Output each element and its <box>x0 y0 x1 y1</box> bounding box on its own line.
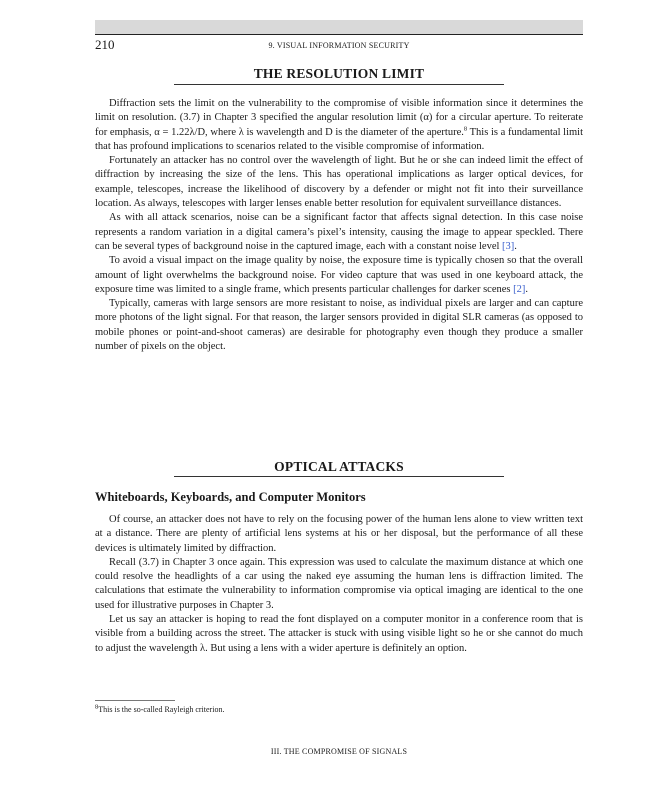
footnote-mark: 8 <box>95 703 99 711</box>
citation-link[interactable]: [3] <box>502 240 515 252</box>
running-head: 9. VISUAL INFORMATION SECURITY <box>268 41 410 50</box>
subheading: Whiteboards, Keyboards, and Computer Monitors <box>95 490 366 504</box>
paragraph: Diffraction sets the limit on the vulnerability to the compromise of visible information since it determines the limit on resolution. (3.7) in Chapter 3 specified the angular resolution limit (α) for a circular aperture. To reiterate for emphasis, α = 1.22λ/D, where λ is wavelength and D is the diameter of the aperture.$^8$ This is a fundamental limit that has profound implications to scenarios related to the visible compromise of information. <box>95 98 583 152</box>
paragraph: Let us say an attacker is hoping to read the font displayed on a computer monitor in a conference room that is visible from a building across the street. The attacker is stuck with using visible light so he or she cannot do much to adjust the wavelength λ. But using a lens with a wider aperture is definitely an option. <box>95 614 583 654</box>
section-title-resolution-limit: THE RESOLUTION LIMIT <box>253 66 425 81</box>
section-rule <box>174 476 504 477</box>
page-number: 210 <box>95 37 115 52</box>
footnote-rule <box>95 700 175 701</box>
section-rule <box>174 84 504 85</box>
paragraph: Fortunately an attacker has no control over the wavelength of light. But he or she can indeed limit the effect of diffraction by increasing the size of the lens. This has operational implications as larger optical devices, for example, telescopes, increase the likelihood of discovery by a defender or might not fit into their surveillance location. As always, telescopes with larger lenses enable better resolution for equivalent surveillance distances. <box>95 155 583 210</box>
footnote-mark[interactable]: 8 <box>463 125 468 133</box>
section-optical-attacks-body <box>95 513 583 656</box>
section-resolution-limit-body <box>95 97 583 354</box>
running-footer: III. THE COMPROMISE OF SIGNALS <box>270 747 408 756</box>
paragraph: To avoid a visual impact on the image quality by noise, the exposure time is typically chosen so that the overall amount of light overwhelms the background noise. For video capture that was used in one keyboard attack, the exposure time was limited to a single frame, which presents particular challenges for darker scenes [2]. <box>95 255 583 295</box>
paragraph: As with all attack scenarios, noise can be a significant factor that affects signal detection. In this case noise represents a random variation in a digital camera’s pixel’s intensity, causing the image to appear speckled. There can be several types of background noise in the captured image, each with a constant noise level [3]. <box>95 212 583 252</box>
paragraph: Of course, an attacker does not have to rely on the focusing power of the human lens alone to view written text at a distance. There are plenty of artificial lens systems at his or her disposal, but the performance of all these devices is ultimately limited by diffraction. <box>95 514 583 554</box>
header-rule <box>95 34 583 35</box>
footnote: $^8$This is the so-called Rayleigh criterion. <box>95 703 225 714</box>
paragraph: Recall (3.7) in Chapter 3 once again. This expression was used to calculate the maximum distance at which one could resolve the headlights of a car using the naked eye assuming the human lens is diffraction limited. The calculations that estimate the vulnerability to information compromise via optical imaging are identical to the one used for illustrative purposes in Chapter 3. <box>95 556 583 611</box>
section-title-optical-attacks: OPTICAL ATTACKS <box>274 459 404 474</box>
citation-link[interactable]: [2] <box>513 283 526 295</box>
header-bar <box>95 20 583 34</box>
paragraph: Typically, cameras with large sensors are more resistant to noise, as individual pixels are larger and can capture more photons of the light signal. For that reason, the larger sensors provided in digital SLR cameras (as opposed to mobile phones or point-and-shoot cameras) are desirable for photography even though they produce a smaller number of pixels on the object. <box>95 298 583 353</box>
